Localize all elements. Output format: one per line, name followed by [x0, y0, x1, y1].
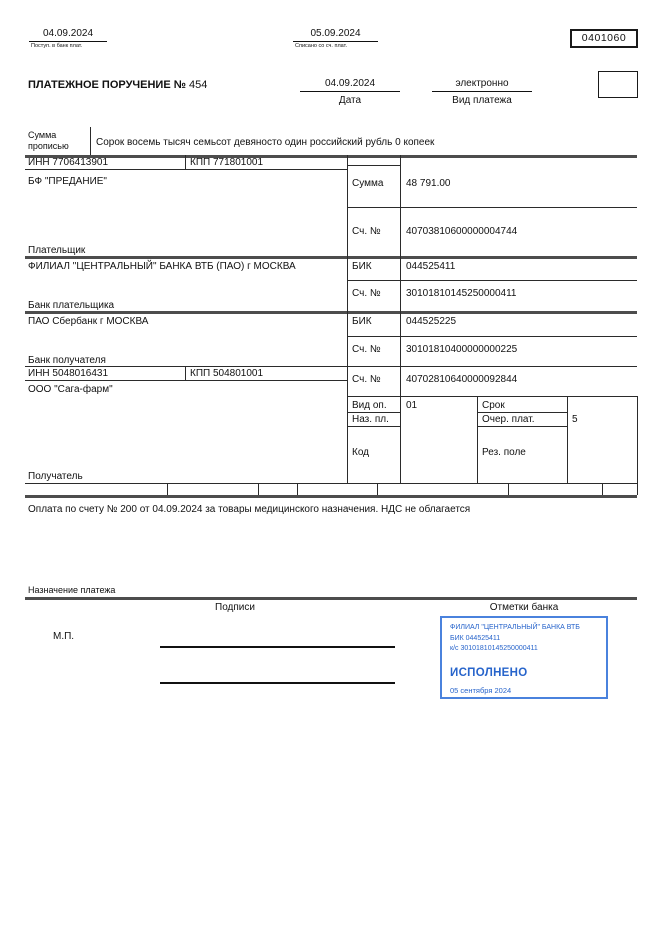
- amount-words-label: Сумма прописью: [28, 130, 69, 151]
- payer-bank-name: ФИЛИАЛ "ЦЕНТРАЛЬНЫЙ" БАНКА ВТБ (ПАО) г МОСКВА: [28, 261, 296, 272]
- payer-kpp: КПП 771801001: [190, 157, 264, 168]
- sum-bottom-line: [347, 207, 637, 208]
- table-right-line: [637, 396, 638, 495]
- doc-date-value: 04.09.2024: [300, 77, 400, 92]
- debited-date-caption: Списано со сч. плат.: [295, 43, 348, 49]
- priority-value: 5: [572, 414, 578, 425]
- stamp-status: ИСПОЛНЕНО: [450, 666, 528, 679]
- tax-cell-line-1: [167, 483, 168, 495]
- payee-account-value: 40702810640000092844: [406, 374, 518, 385]
- operation-type-value: 01: [406, 400, 418, 411]
- payer-inn: ИНН 7706413901: [28, 157, 109, 168]
- received-date-caption: Поступ. в банк плат.: [31, 43, 83, 49]
- payer-bank-bik-line: [347, 280, 637, 281]
- stamp-bank-name: ФИЛИАЛ "ЦЕНТРАЛЬНЫЙ" БАНКА ВТБ: [450, 624, 580, 631]
- payee-kpp: КПП 504801001: [190, 368, 264, 379]
- priority-label: Очер. плат.: [482, 414, 535, 425]
- payee-bank-name: ПАО Сбербанк г МОСКВА: [28, 316, 149, 327]
- payee-inn-kpp-divider: [185, 366, 186, 380]
- label-column-left-line: [347, 155, 348, 483]
- payment-kind-caption: Вид платежа: [452, 95, 512, 106]
- payee-account-label: Сч. №: [352, 374, 381, 385]
- form-code: 0401060: [581, 32, 627, 44]
- tax-cell-line-4: [377, 483, 378, 495]
- value-column-left-line: [400, 155, 401, 483]
- payer-bank-bik-label: БИК: [352, 261, 372, 272]
- operation-type-label: Вид оп.: [352, 400, 387, 411]
- payer-inn-row-line: [25, 169, 347, 170]
- payee-label: Получатель: [28, 471, 83, 482]
- document-number: 454: [189, 79, 208, 91]
- term-label: Срок: [482, 400, 505, 411]
- payee-bank-bottom-line: [25, 366, 637, 367]
- payment-kind-value: электронно: [432, 77, 532, 92]
- sum-value: 48 791.00: [406, 178, 451, 189]
- operation-top-line: [347, 396, 637, 397]
- payer-bank-bottom-line: [25, 311, 637, 314]
- code-label: Код: [352, 447, 370, 458]
- signature-line-1: [160, 646, 395, 648]
- payee-bank-label: Банк получателя: [28, 355, 106, 366]
- signatures-label: Подписи: [215, 602, 255, 613]
- stamp-bik: БИК 044525411: [450, 634, 501, 642]
- payee-inn-row-line: [25, 380, 347, 381]
- amount-words-divider: [90, 127, 91, 155]
- received-date-value: 04.09.2024: [29, 27, 107, 42]
- payer-bank-corr-label: Сч. №: [352, 288, 381, 299]
- doc-date-field: [300, 77, 400, 107]
- payee-bank-corr-label: Сч. №: [352, 344, 381, 355]
- stamp-date: 05 сентября 2024: [450, 685, 512, 695]
- payee-bank-bik-value: 044525225: [406, 316, 457, 327]
- operation-col-line-1: [477, 396, 478, 483]
- received-date-field: [29, 27, 107, 50]
- payment-kind-field: [432, 77, 532, 107]
- debited-date-field: [293, 27, 378, 50]
- payer-bank-label: Банк плательщика: [28, 300, 115, 311]
- tax-cell-line-3: [297, 483, 298, 495]
- header-empty-box: [598, 71, 638, 98]
- tax-cell-line-6: [602, 483, 603, 495]
- payer-name: БФ "ПРЕДАНИЕ": [28, 176, 107, 187]
- payer-label: Плательщик: [28, 245, 86, 256]
- operation-col-line-2: [567, 396, 568, 483]
- doc-date-caption: Дата: [338, 95, 362, 106]
- debited-date-value: 05.09.2024: [293, 27, 378, 42]
- payer-bottom-line: [25, 256, 637, 259]
- payer-account-label: Сч. №: [352, 226, 381, 237]
- priority-line: [477, 426, 567, 427]
- stamp-corr-account: к/с 30101810145250000411: [450, 645, 538, 652]
- sum-label: Сумма: [352, 178, 384, 189]
- table-bottom-line: [25, 495, 637, 498]
- term-line: [477, 412, 567, 413]
- stamp-place-label: М.П.: [53, 631, 75, 642]
- payer-inn-kpp-divider: [185, 155, 186, 169]
- payer-bank-bik-value: 044525411: [406, 261, 456, 272]
- tax-cell-line-5: [508, 483, 509, 495]
- reserve-field-label: Рез. поле: [482, 447, 526, 458]
- payer-account-value: 40703810600000004744: [406, 226, 518, 237]
- payee-name: ООО "Сага-фарм": [28, 384, 113, 395]
- bank-marks-label: Отметки банка: [489, 602, 559, 613]
- document-title: [28, 79, 207, 91]
- form-code-box: [570, 29, 638, 48]
- operation-type-line: [347, 412, 400, 413]
- sum-cell-top-line: [347, 165, 400, 166]
- document-title-text: ПЛАТЕЖНОЕ ПОРУЧЕНИЕ №: [28, 79, 186, 91]
- payee-bank-bik-label: БИК: [352, 316, 372, 327]
- tax-row-top-line: [25, 483, 637, 484]
- payee-bank-corr-value: 30101810400000000225: [406, 344, 518, 355]
- purpose-kind-label: Наз. пл.: [352, 414, 389, 425]
- tax-cell-line-2: [258, 483, 259, 495]
- purpose-label: Назначение платежа: [28, 585, 116, 595]
- purpose-kind-line: [347, 426, 400, 427]
- signature-line-2: [160, 682, 395, 684]
- payee-bank-bik-line: [347, 336, 637, 337]
- purpose-bottom-line: [25, 597, 637, 600]
- amount-words-text: Сорок восемь тысяч семьсот девяносто один российский рубль 0 копеек: [96, 137, 435, 148]
- payer-bank-corr-value: 30101810145250000411: [406, 288, 517, 299]
- purpose-text: Оплата по счету № 200 от 04.09.2024 за товары медицинского назначения. НДС не облагается: [28, 504, 471, 515]
- bank-stamp: [440, 616, 608, 699]
- payee-inn: ИНН 5048016431: [28, 368, 109, 379]
- table-top-line: [25, 155, 637, 158]
